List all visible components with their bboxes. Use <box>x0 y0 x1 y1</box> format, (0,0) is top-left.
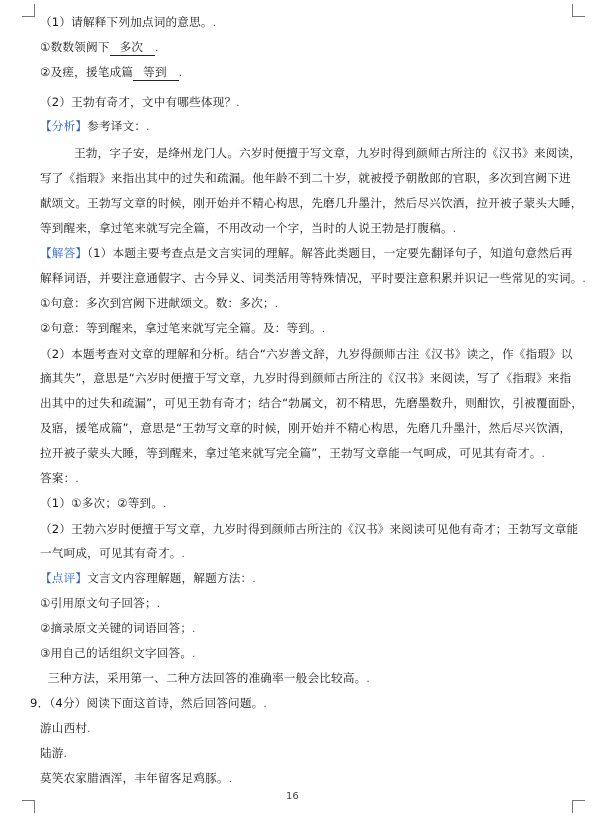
question-1-prompt: （1）请解释下列加点词的意思。. <box>40 15 217 29</box>
method-3: ③用自己的话组织文字回答。. <box>40 646 196 660</box>
translation-line-1: 王勃，字子安，是绛州龙门人。六岁时便擅于写文章，九岁时得到颜师古所注的《汉书》来阅读， <box>74 146 582 160</box>
solution-line-9: 拉开被子蒙头大睡，等到醒来，拿过笔来就写完全篇”，王勃写文章能一气呵成，可见其有奇才。. <box>40 446 545 460</box>
comment-tag: 【点评】 <box>40 571 88 585</box>
solution-line-1: 【解答】（1）本题主要考查点是文言实词的理解。解答此类题目，一定要先翻译句子，知道句意然后再 <box>40 246 573 260</box>
answer-line-1: ①数数领阙下 多次 . <box>40 40 159 54</box>
page-number: 16 <box>286 791 299 802</box>
answer-line-2: ②及瘥，援笔成篇 等到 . <box>40 65 183 79</box>
answer-blank-1: 多次 <box>110 39 156 56</box>
poem-title: 游山西村. <box>40 721 91 735</box>
answer-2-line-2: 一气呵成，可见其有奇才。. <box>40 546 185 560</box>
method-summary: 三种方法，采用第一、二种方法回答的准确率一般会比较高。. <box>48 671 370 685</box>
translation-line-4: 等到醒来，拿过笔来就写完全篇，不用改动一个字，当时的人说王勃是打腹稿。. <box>40 221 457 235</box>
comment-heading: 【点评】文言文内容理解题，解题方法：. <box>40 571 256 585</box>
crop-mark-bottom-right <box>572 800 585 813</box>
answer-label: 答案：. <box>40 471 79 485</box>
crop-mark-top-left <box>22 4 35 17</box>
translation-line-2: 写了《指瑕》来指出其中的过失和疏漏。他年龄不到二十岁，就被授予朝散郎的官职，多次到宫阙下进 <box>40 171 571 185</box>
analysis-tag: 【分析】 <box>40 119 88 133</box>
solution-line-4: ②句意：等到醒来，拿过笔来就写完全篇。及：等到。. <box>40 321 326 335</box>
solution-tag: 【解答】 <box>40 246 88 260</box>
poem-line-1: 莫笑农家腊酒浑，丰年留客足鸡豚。. <box>40 771 233 785</box>
solution-line-3: ①句意：多次到宫阙下进献颂文。数：多次；. <box>40 296 279 310</box>
crop-mark-bottom-left <box>22 800 35 813</box>
crop-mark-top-right <box>572 4 585 17</box>
method-2: ②摘录原文关键的词语回答；. <box>40 621 196 635</box>
method-1: ①引用原文句子回答；. <box>40 596 161 610</box>
poem-author: 陆游. <box>40 746 67 760</box>
answer-2-line-1: （2）王勃六岁时便擅于写文章，九岁时得到颜师古所注的《汉书》来阅读可见他有奇才；王勃写文章能 <box>40 522 579 536</box>
solution-line-8: 及寤，援笔成篇”，意思是“王勃写文章的时候，刚开始并不精心构思，先磨几升墨汁，然后尽兴饮酒， <box>40 421 572 435</box>
analysis-heading: 【分析】参考译文：. <box>40 119 150 133</box>
solution-line-7: 出其中的过失和疏漏”，可见王勃有奇才；结合“勃属文，初不精思，先磨墨数升，则酣饮，引被覆面卧， <box>40 396 584 410</box>
answer-1: （1）①多次；②等到。. <box>40 496 167 510</box>
solution-line-2: 解释词语，并要注意通假字、古今异义、词类活用等特殊情况，平时要注意积累并识记一些常见的实词。. <box>40 271 586 285</box>
translation-line-3: 献颂文。王勃写文章的时候，刚开始并不精心构思，先磨几升墨汁，然后尽兴饮酒，拉开被子蒙头大睡， <box>40 196 583 210</box>
answer-blank-2: 等到 <box>133 64 179 81</box>
question-2-prompt: （2）王勃有奇才，文中有哪些体现？. <box>40 95 240 109</box>
question-9-prompt: 9．（4分）阅读下面这首诗，然后回答问题。. <box>30 696 267 710</box>
solution-line-5: （2）本题考查对文章的理解和分析。结合“六岁善文辞，九岁得颜师古注《汉书》读之，作《指瑕》以 <box>40 347 573 361</box>
solution-line-6: 摘其失”，意思是“六岁时便擅于写文章，九岁时得到颜师古所注的《汉书》来阅读，写了《指瑕》来指 <box>40 371 572 385</box>
